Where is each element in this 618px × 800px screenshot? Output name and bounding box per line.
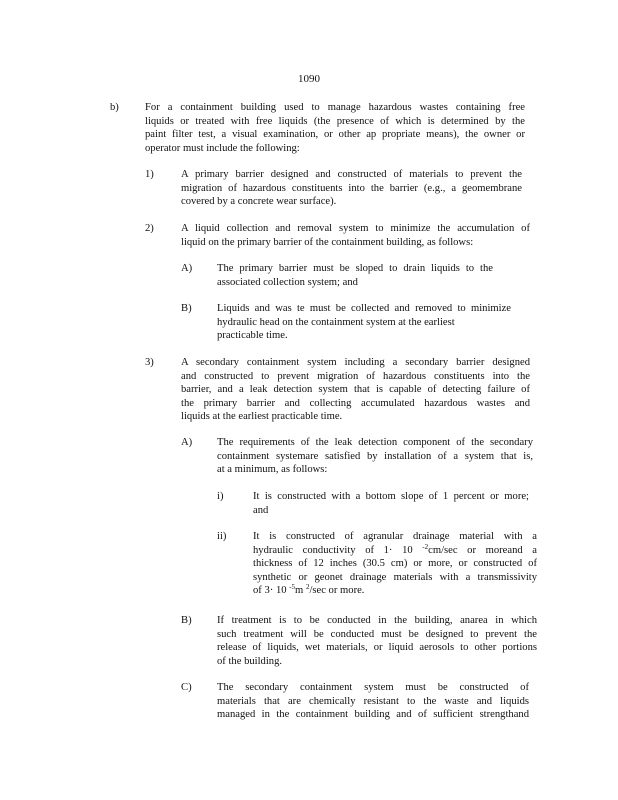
item-1-text	[181, 168, 522, 209]
text-line: managed in the containment building and of sufficient strengthand	[217, 709, 529, 721]
text-line	[253, 544, 537, 558]
item-3a-text	[217, 436, 533, 477]
item-2b-label: B)	[181, 303, 192, 314]
item-2-text	[181, 222, 530, 249]
text-line: release of liquids, wet materials, or liquid aerosols to other portions	[217, 642, 537, 654]
text-line: It is constructed of agranular drainage material with a	[253, 531, 537, 542]
text-line	[253, 584, 537, 598]
text-line: barrier, and a leak detection system that is capable of detecting failure of	[181, 384, 530, 396]
item-3a-ii-text	[253, 530, 537, 598]
text-line: hydraulic head on the containment system at the earliest	[217, 316, 455, 328]
text-line: of the building.	[217, 655, 283, 667]
item-3c-label: C)	[181, 682, 192, 693]
text-line: paint filter test, a visual examination, or other ap propriate means), the owner or	[145, 129, 525, 141]
text-line: liquids or treated with free liquids (the presence of which is determined by the	[145, 115, 525, 127]
text-line: It is constructed with a bottom slope of 1 percent or more;	[253, 491, 529, 502]
text-fragment: m	[295, 585, 306, 597]
item-3b-label: B)	[181, 615, 192, 626]
text-line: Liquids and was te must be collected and removed to minimize	[217, 303, 511, 314]
text-line: covered by a concrete wear surface).	[181, 196, 337, 208]
text-fragment: of 3· 10	[253, 585, 290, 597]
item-3a-ii-label: ii)	[217, 531, 227, 542]
item-2-label: 2)	[145, 223, 154, 234]
text-line: A liquid collection and removal system to minimize the accumulation of	[181, 223, 530, 234]
item-3-label: 3)	[145, 357, 154, 368]
item-3a-i-text	[253, 490, 529, 517]
text-line: liquid on the primary barrier of the containment building, as follows:	[181, 236, 474, 248]
text-line: the primary barrier and collecting accumulated hazardous wastes and	[181, 397, 530, 409]
text-line: The requirements of the leak detection component of the secondary	[217, 437, 533, 448]
text-line: operator must include the following:	[145, 142, 300, 154]
exponent: -2	[422, 542, 429, 551]
text-fragment: cm/sec or moreand a	[428, 544, 537, 556]
item-3-text	[181, 356, 530, 424]
text-line: If treatment is to be conducted in the building, anarea in which	[217, 615, 537, 626]
text-line: practicable time.	[217, 330, 288, 342]
paragraph-b-text	[145, 101, 525, 155]
text-line: The primary barrier must be sloped to drain liquids to the	[217, 263, 493, 274]
text-line: migration of hazardous constituents into the barrier (e.g., a geomembrane	[181, 182, 522, 194]
text-line: A primary barrier designed and constructed of materials to prevent the	[181, 169, 522, 180]
text-line: such treatment will be conducted must be designed to prevent the	[217, 628, 537, 640]
item-3b-text	[217, 614, 537, 668]
text-line: For a containment building used to manage hazardous wastes containing free	[145, 102, 525, 113]
item-3c-text	[217, 681, 529, 722]
text-line: thickness of 12 inches (30.5 cm) or more, or constructed of	[253, 558, 537, 570]
text-line: at a minimum, as follows:	[217, 464, 328, 476]
text-line: containment systemare satisfied by installation of a system that is,	[217, 450, 533, 462]
item-2b-text	[217, 302, 511, 343]
text-line: synthetic or geonet drainage materials with a transmissivity	[253, 571, 537, 583]
text-fragment: /sec or more.	[309, 585, 365, 597]
text-line: and constructed to prevent migration of hazardous constituents into the	[181, 370, 530, 382]
text-fragment: hydraulic conductivity of 1· 10	[253, 544, 423, 556]
item-3a-i-label: i)	[217, 491, 224, 502]
text-line: The secondary containment system must be constructed of	[217, 682, 529, 693]
text-line: liquids at the earliest practicable time.	[181, 411, 343, 423]
text-line: and	[253, 504, 269, 516]
text-line: A secondary containment system including a secondary barrier designed	[181, 357, 530, 368]
exponent: -5	[289, 583, 296, 592]
exponent: 2	[305, 583, 310, 592]
item-2a-text	[217, 262, 493, 289]
paragraph-b-label: b)	[110, 102, 119, 113]
text-line: associated collection system; and	[217, 276, 358, 288]
item-2a-label: A)	[181, 263, 193, 274]
item-1-label: 1)	[145, 169, 154, 180]
text-line: materials that are chemically resistant to the waste and liquids	[217, 695, 529, 707]
item-3a-label: A)	[181, 437, 193, 448]
page-number: 1090	[298, 73, 320, 85]
